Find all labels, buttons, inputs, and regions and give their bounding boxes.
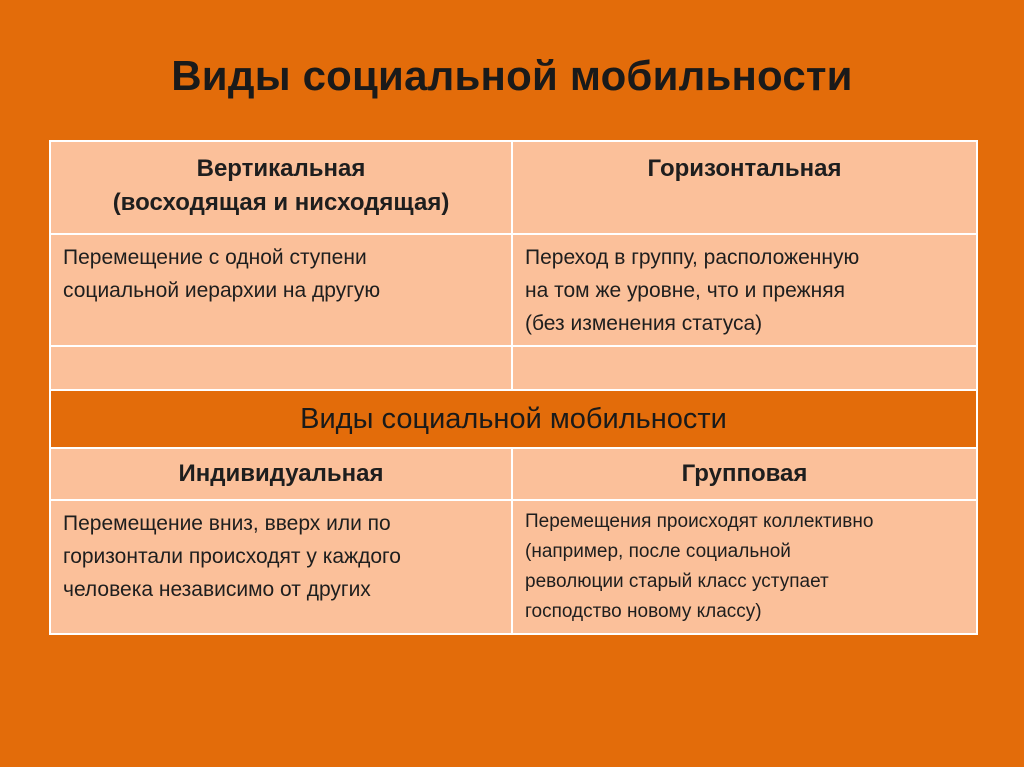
desc-group-line: революции старый класс уступает [525,571,829,592]
mobility-table [49,140,978,635]
desc-individual-line: горизонтали происходят у каждого [63,545,401,568]
header-individual: Индивидуальная [50,448,512,500]
desc-individual-line: Перемещение вниз, вверх или по [63,512,391,535]
desc-vertical-line: социальной иерархии на другую [63,279,381,302]
desc-group-line: (например, после социальной [525,541,791,562]
desc-row-2 [50,500,977,634]
header-row-2 [50,448,977,500]
header-horizontal [512,141,977,234]
empty-cell [50,346,512,390]
slide-title: Виды социальной мобильности [171,52,853,99]
section-band: Виды социальной мобильности [50,390,977,448]
desc-horizontal-line: (без изменения статуса) [525,312,763,335]
desc-group-line: Перемещения происходят коллективно [525,511,874,532]
header-vertical-line1: Вертикальная [196,155,366,182]
header-horizontal-label: Горизонтальная [647,155,842,182]
desc-individual-line: человека независимо от других [63,578,371,601]
desc-row-1 [50,234,977,346]
desc-group-line: господство новому классу) [525,601,762,622]
desc-horizontal-line: Переход в группу, расположенную [525,246,860,269]
header-group: Групповая [512,448,977,500]
desc-vertical-line: Перемещение с одной ступени [63,246,367,269]
header-row-1 [50,141,977,234]
header-vertical-line2: (восходящая и нисходящая) [112,189,450,216]
desc-group [512,500,977,634]
empty-cell [512,346,977,390]
desc-individual [50,500,512,634]
empty-row [50,346,977,390]
desc-vertical [50,234,512,346]
desc-horizontal [512,234,977,346]
section-band-row [50,390,977,448]
header-vertical [50,141,512,234]
desc-horizontal-line: на том же уровне, что и прежняя [525,279,846,302]
